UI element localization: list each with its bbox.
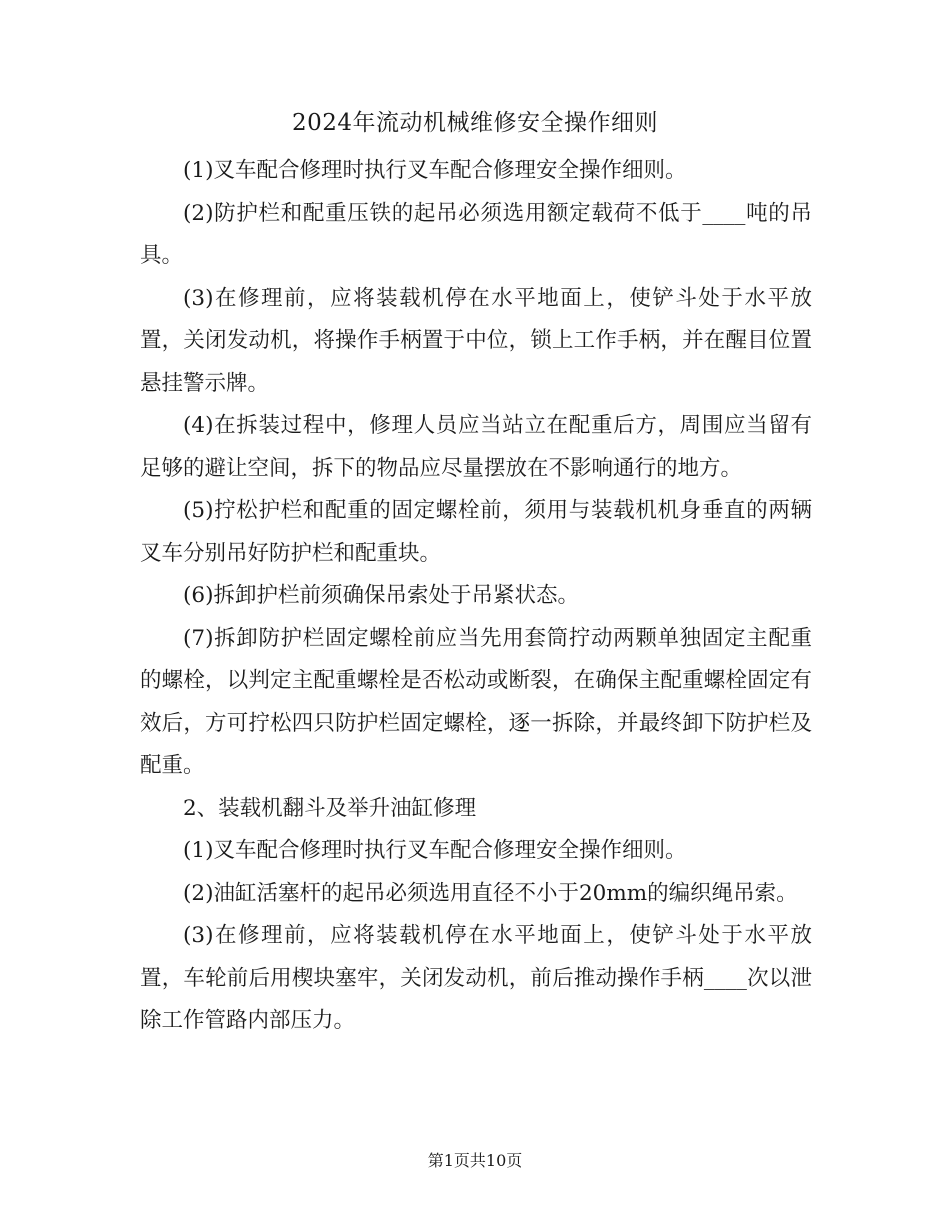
page-number-footer: 第1页共10页 [427,1151,523,1170]
paragraph-7: (7)拆卸防护栏固定螺栓前应当先用套筒拧动两颗单独固定主配重的螺栓，以判定主配重螺栓是否松动或断裂，在确保主配重螺栓固定有效后，方可拧松四只防护栏固定螺栓，逐一拆除，并最终卸下防护栏及配重。 [140,625,812,778]
paragraph-8: (1)叉车配合修理时执行叉车配合修理安全操作细则。 [183,838,687,863]
paragraph-3: (3)在修理前，应将装载机停在水平地面上，使铲斗处于水平放置，关闭发动机，将操作手柄置于中位，锁上工作手柄，并在醒目位置悬挂警示牌。 [140,285,812,396]
paragraph-6: (6)拆卸护栏前须确保吊索处于吊紧状态。 [183,583,579,608]
paragraph-4: (4)在拆装过程中，修理人员应当站立在配重后方，周围应当留有足够的避让空间，拆下的物品应尽量摆放在不影响通行的地方。 [140,413,812,481]
paragraph-2: (2)防护栏和配重压铁的起吊必须选用额定载荷不低于____吨的吊具。 [140,200,812,268]
document-title: 2024年流动机械维修安全操作细则 [291,110,659,136]
document-body [140,150,812,1043]
paragraph-5: (5)拧松护栏和配重的固定螺栓前，须用与装载机机身垂直的两辆叉车分别吊好防护栏和配重块。 [140,498,812,566]
section-heading: 2、装载机翻斗及举升油缸修理 [183,795,477,821]
paragraph-1: (1)叉车配合修理时执行叉车配合修理安全操作细则。 [183,158,687,183]
paragraph-9: (2)油缸活塞杆的起吊必须选用直径不小于20mm的编织绳吊索。 [183,880,798,906]
paragraph-10: (3)在修理前，应将装载机停在水平地面上，使铲斗处于水平放置，车轮前后用楔块塞牢，关闭发动机，前后推动操作手柄____次以泄除工作管路内部压力。 [140,923,812,1033]
